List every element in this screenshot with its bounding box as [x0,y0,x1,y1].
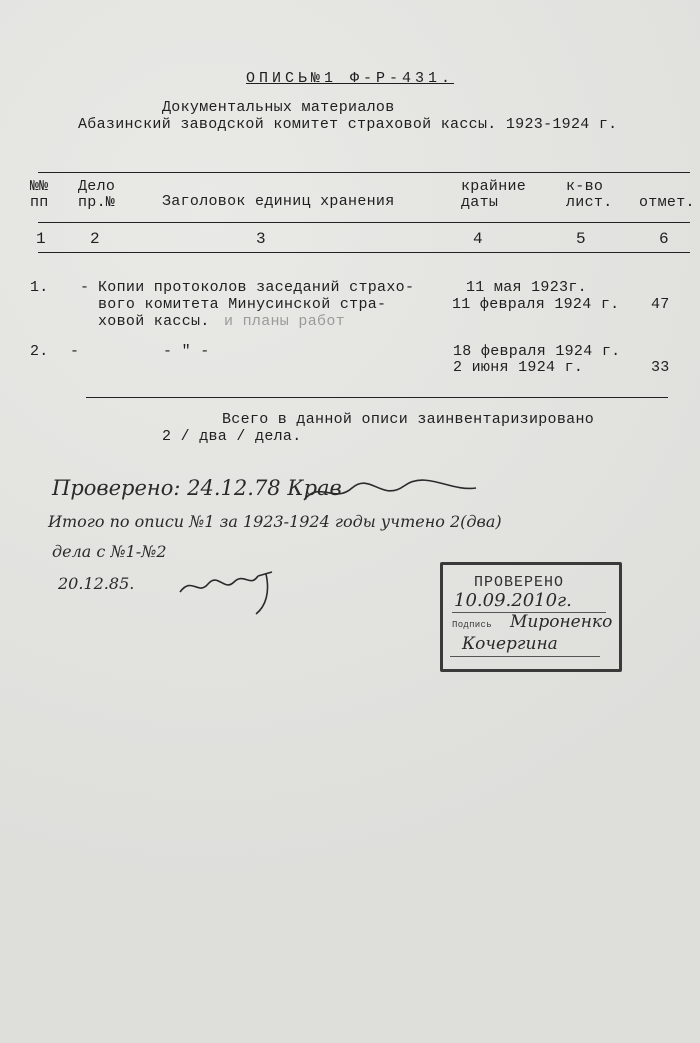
row-1-date-start: 11 мая 1923г. [466,279,587,296]
col-number: 1 [36,230,46,248]
col-header-dates-2: даты [461,194,499,211]
handwritten-total-note: Итого по описи №1 за 1923-1924 годы учтено 2(два) [48,512,502,531]
col-number: 2 [90,230,100,248]
inventory-subtitle: Документальных материалов [162,99,395,116]
col-header-title: Заголовок единиц хранения [162,193,395,210]
row-1-delo: - [80,279,90,296]
column-numbers-rule [38,252,690,253]
col-header-delo: Дело [78,178,116,195]
row-1-date-end: 11 февраля 1924 г. [452,296,620,313]
col-header-count-2: лист. [566,194,613,211]
handwritten-signature [176,562,286,622]
stamp-sign-line [450,656,600,657]
row-2-date-end: 2 июня 1924 г. [453,359,584,376]
col-header-delo-2: пр.№ [78,194,116,211]
row-2-count: 33 [651,359,670,376]
handwritten-range-note: дела с №1-№2 [52,542,167,561]
col-header-note: отмет. [639,194,695,211]
stamp-sign-label: Подпись [452,620,492,630]
col-header-num: №№ [30,178,49,195]
summary-line-2: 2 / два / дела. [162,428,302,445]
row-2-date-start: 18 февраля 1924 г. [453,343,621,360]
inventory-title: ОПИСЬ№1 Ф-Р-431. [246,70,455,87]
table-bottom-rule [86,397,668,398]
stamp-title: ПРОВЕРЕНО [474,574,565,591]
handwritten-checked-note: Проверено: 24.12.78 Крав [52,476,342,500]
col-header-num-2: пп [30,194,49,211]
row-2-title-ditto: - " - [163,343,210,360]
col-header-dates: крайние [461,178,527,195]
col-number: 5 [576,230,586,248]
stamp-signer-2: Кочергина [462,634,558,654]
handwritten-date: 20.12.85. [58,574,135,593]
row-2-delo: - [70,343,80,360]
stamp-signer-1: Мироненко [510,612,613,632]
table-top-rule [38,172,690,173]
row-1-count: 47 [651,296,670,313]
summary-line-1: Всего в данной описи заинвентаризировано [222,411,595,428]
row-1-title-faint: и планы работ [224,313,345,330]
row-1-title-line-2: вого комитета Минусинской стра- [98,296,387,313]
col-header-count: к-во [566,178,604,195]
stamp-date: 10.09.2010г. [454,590,572,611]
handwritten-signature-scribble [300,478,480,508]
row-1-title-line-3: ховой кассы. [98,313,210,330]
col-number: 3 [256,230,266,248]
row-2-num: 2. [30,343,49,360]
row-1-num: 1. [30,279,49,296]
col-number: 4 [473,230,483,248]
header-rule [38,222,690,223]
row-1-title-line-1: Копии протоколов заседаний страхо- [98,279,415,296]
organization-name: Абазинский заводской комитет страховой кассы. 1923-1924 г. [78,116,618,133]
col-number: 6 [659,230,669,248]
